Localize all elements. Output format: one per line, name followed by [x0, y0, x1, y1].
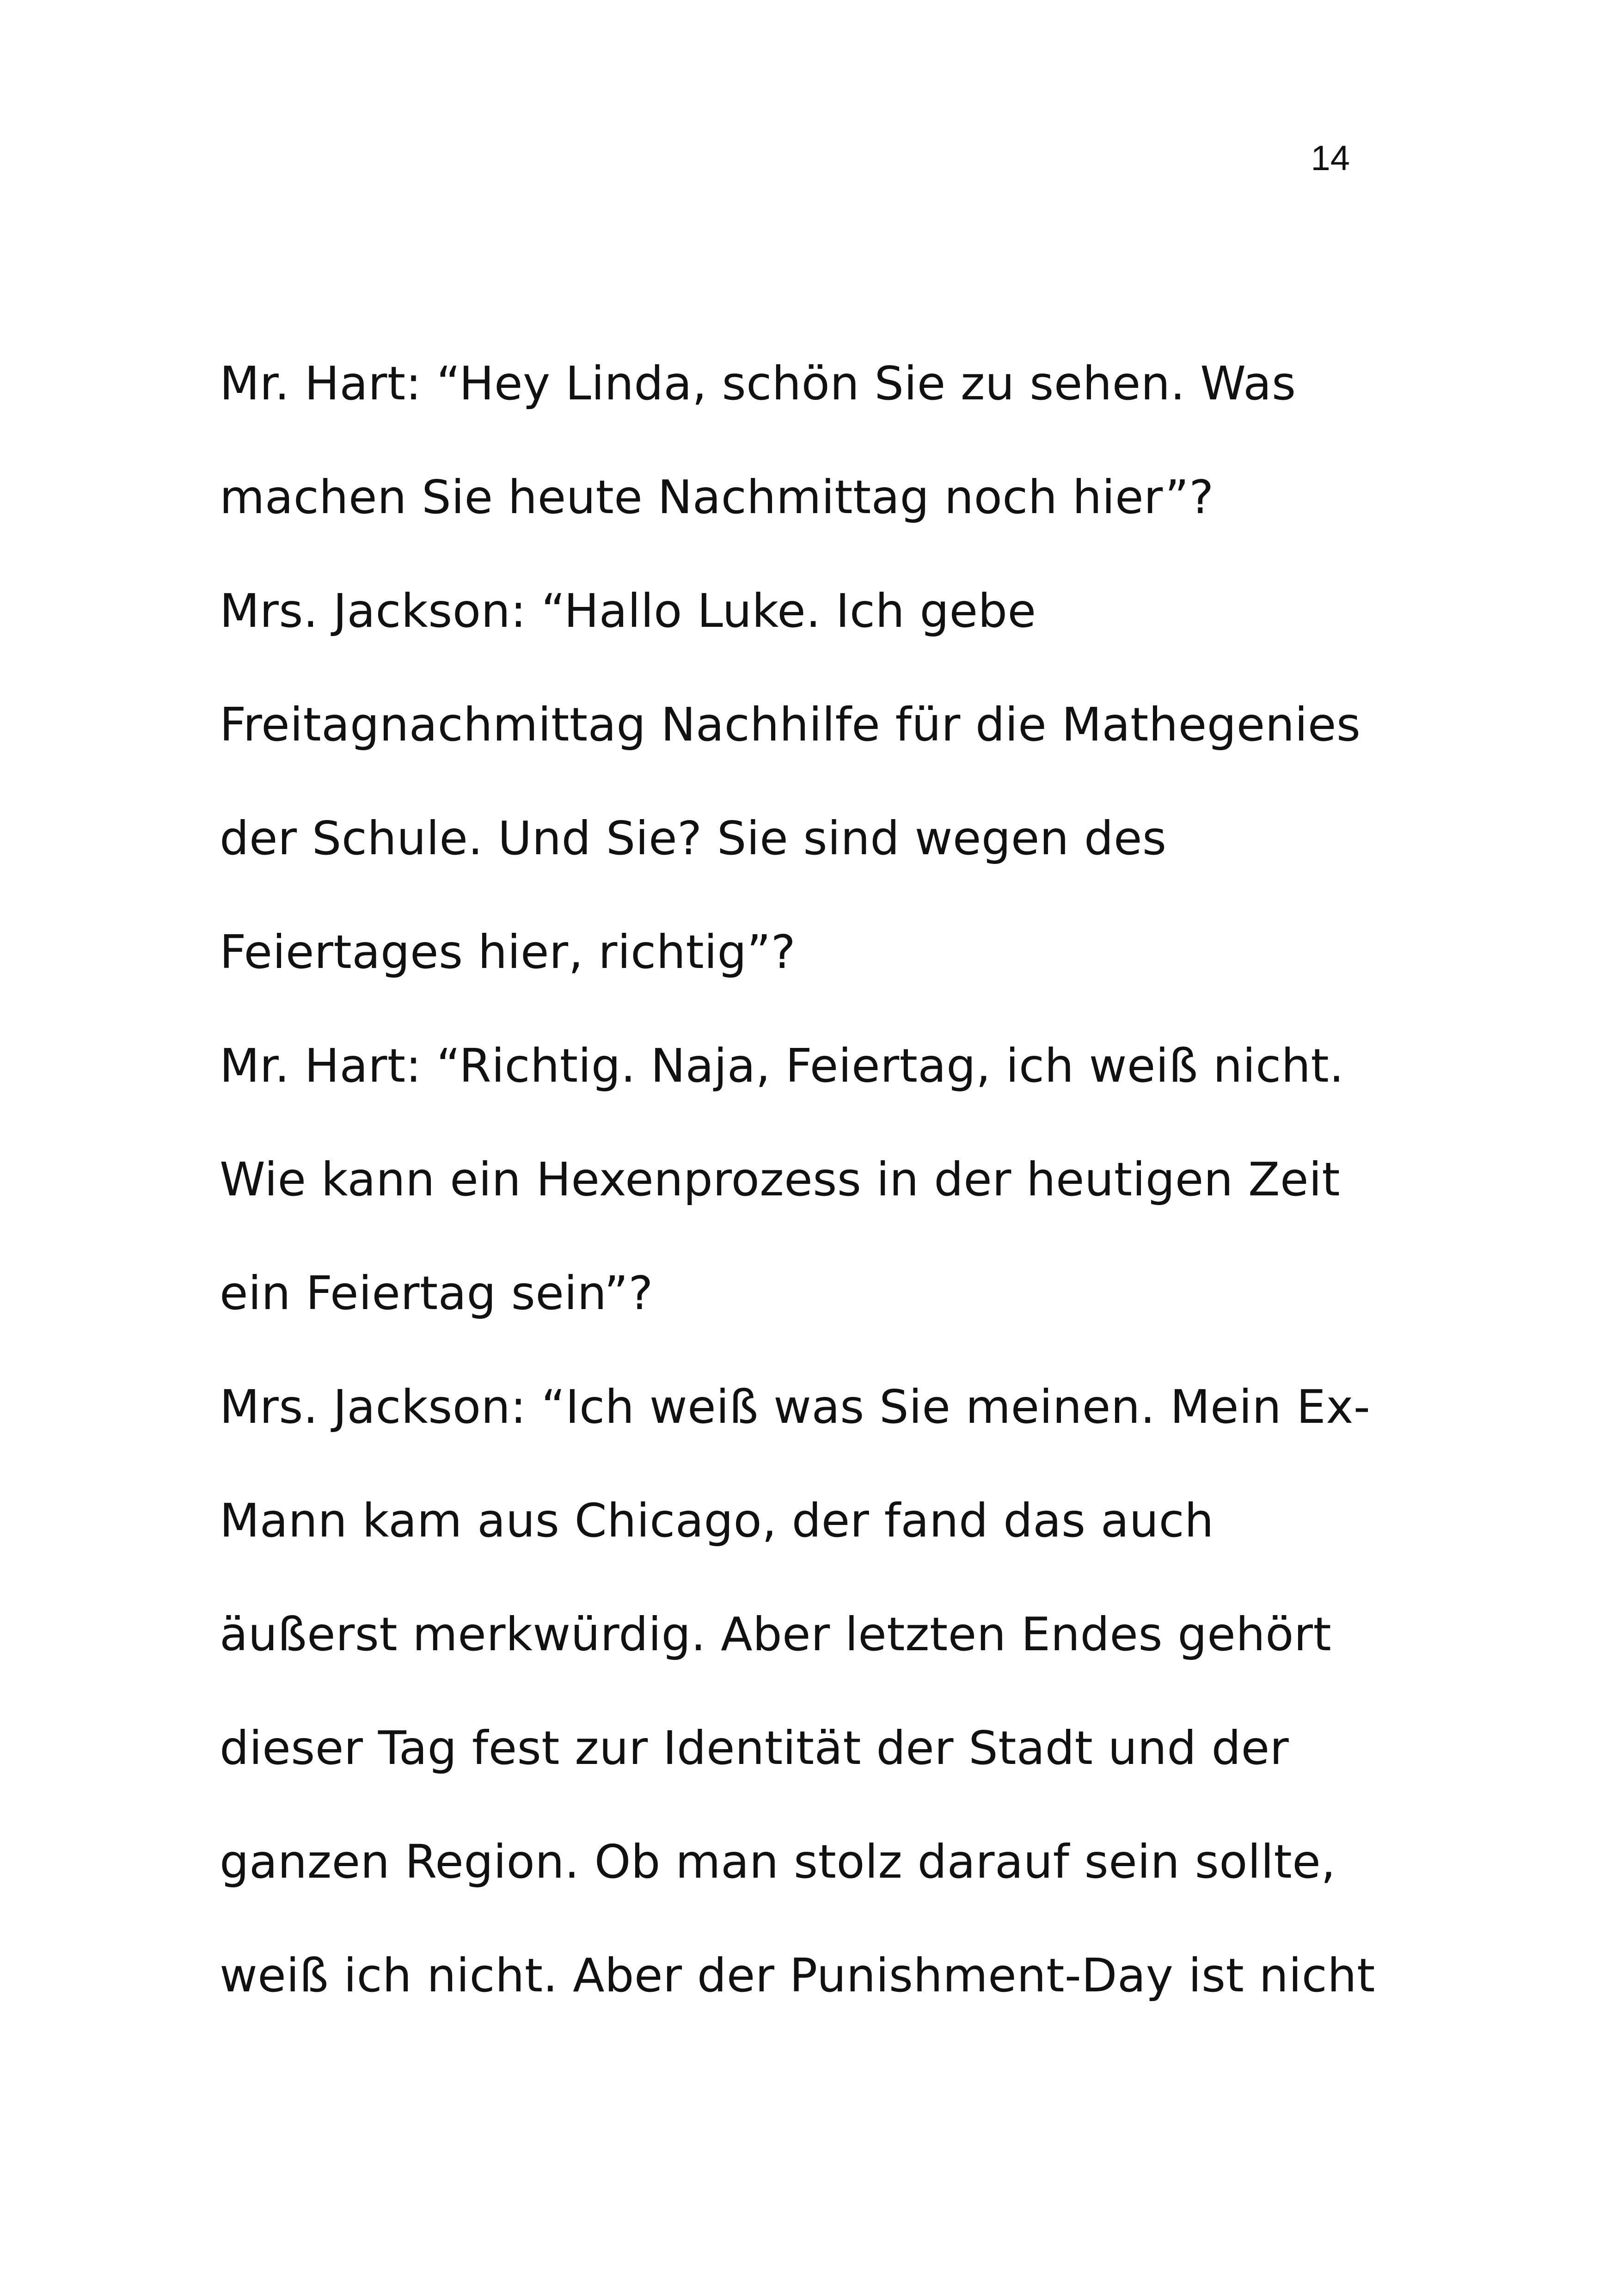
text-line: Wie kann ein Hexenprozess in der heutigen Zeit — [220, 1152, 1341, 1206]
text-line: Mr. Hart: “Hey Linda, schön Sie zu sehen. Was — [220, 356, 1296, 410]
text-line: Freitagnachmittag Nachhilfe für die Mathegenies — [220, 698, 1361, 752]
body-text — [220, 356, 1375, 2066]
text-line: Mr. Hart: “Richtig. Naja, Feiertag, ich weiß nicht. — [220, 1039, 1344, 1093]
text-line: Feiertages hier, richtig”? — [220, 925, 796, 979]
text-line: ganzen Region. Ob man stolz darauf sein sollte, — [220, 1835, 1336, 1889]
text-line: dieser Tag fest zur Identität der Stadt und der — [220, 1721, 1289, 1775]
text-line: Mann kam aus Chicago, der fand das auch — [220, 1494, 1214, 1548]
text-line: äußerst merkwürdig. Aber letzten Endes gehört — [220, 1607, 1332, 1661]
page-number: 14 — [1311, 139, 1350, 178]
text-line: machen Sie heute Nachmittag noch hier”? — [220, 470, 1214, 524]
text-line: Mrs. Jackson: “Ich weiß was Sie meinen. Mein Ex- — [220, 1380, 1371, 1434]
text-line: weiß ich nicht. Aber der Punishment-Day ist nicht — [220, 1948, 1375, 2002]
text-line: der Schule. Und Sie? Sie sind wegen des — [220, 811, 1167, 865]
text-line: Mrs. Jackson: “Hallo Luke. Ich gebe — [220, 584, 1036, 638]
text-line: ein Feiertag sein”? — [220, 1266, 653, 1320]
